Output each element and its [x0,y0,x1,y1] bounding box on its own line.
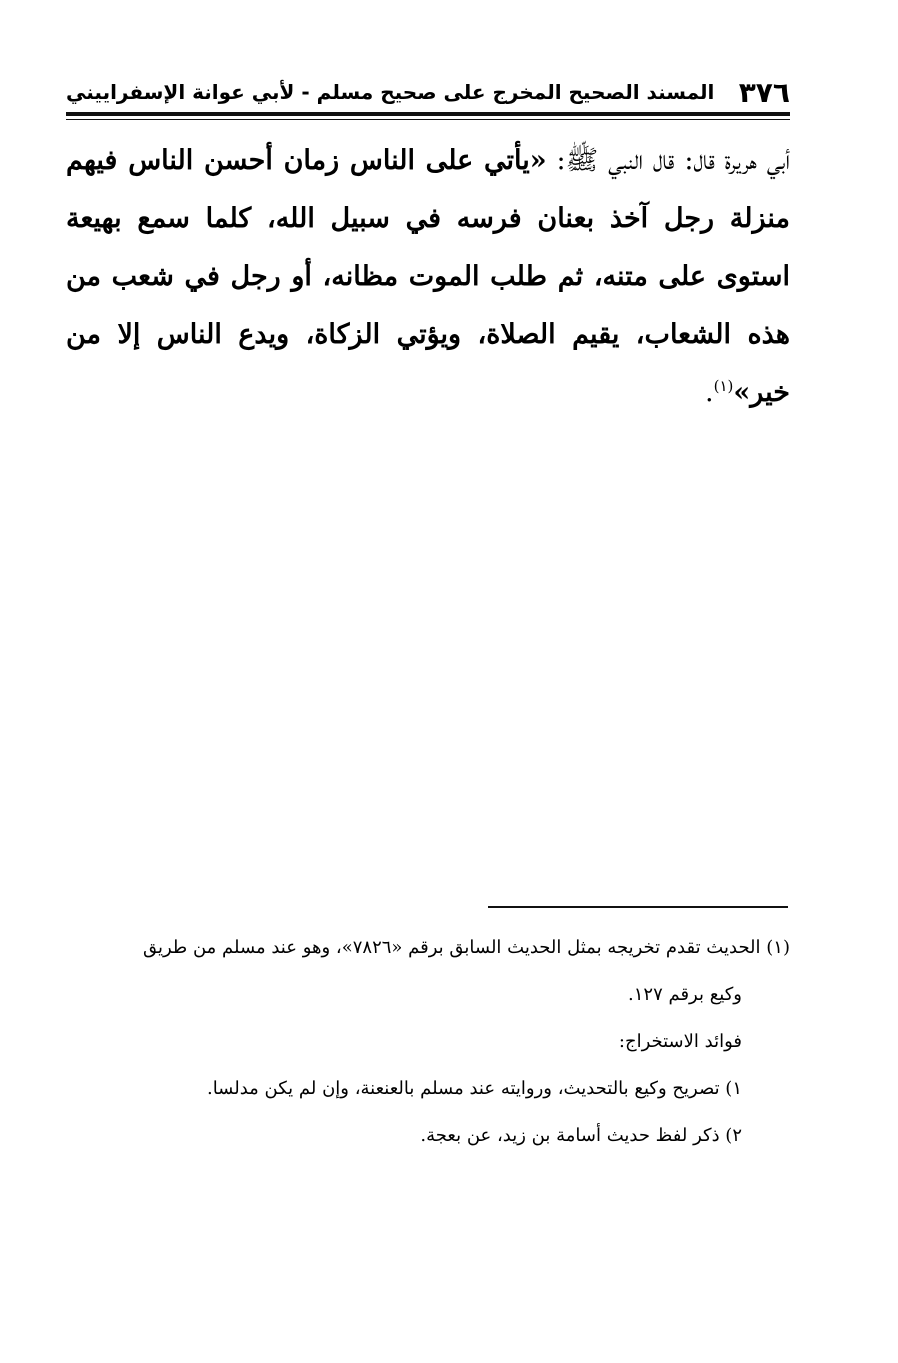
footnote-line-5: ٢) ذكر لفظ حديث أسامة بن زيد، عن بعجة. [420,1125,742,1146]
footnote-line-3: فوائد الاستخراج: [618,1031,742,1052]
hadith-quote: «يأتي على الناس زمان أحسن الناس فيهم منزلة رجل آخذ بعنان فرسه في سبيل الله، كلما سمع بهيعة استوى على متنه، ثم طلب الموت مظانه، أو رجل في شعب من هذه الشعاب، يقيم الصلاة، ويؤتي الزكاة، ويدع الناس إلا من خير» [66,145,791,408]
main-text [66,132,790,422]
end-punctuation: . [705,377,714,408]
footnote-line-2: وكيع برقم ١٢٧. [628,984,742,1005]
page-number: ٣٧٦ [738,75,790,109]
running-title: المسند الصحيح المخرج على صحيح مسلم - لأبي عوانة الإسفراييني [66,80,715,104]
footnote-separator [488,906,788,908]
footnotes [78,924,790,1159]
header-rule-thick [66,112,790,116]
hadith-intro: أبي هريرة قال: قال النبي ﷺ: [546,145,790,176]
footnote-reference: (١) [713,377,734,395]
footnote-line-4: ١) تصريح وكيع بالتحديث، وروايته عند مسلم بالعنعنة، وإن لم يكن مدلسا. [206,1078,742,1099]
footnote-line-1: (١) الحديث تقدم تخريجه بمثل الحديث السابق برقم «٧٨٢٦»، وهو عند مسلم من طريق [142,937,790,958]
page-header [66,74,790,110]
header-rule-thin [66,119,790,120]
